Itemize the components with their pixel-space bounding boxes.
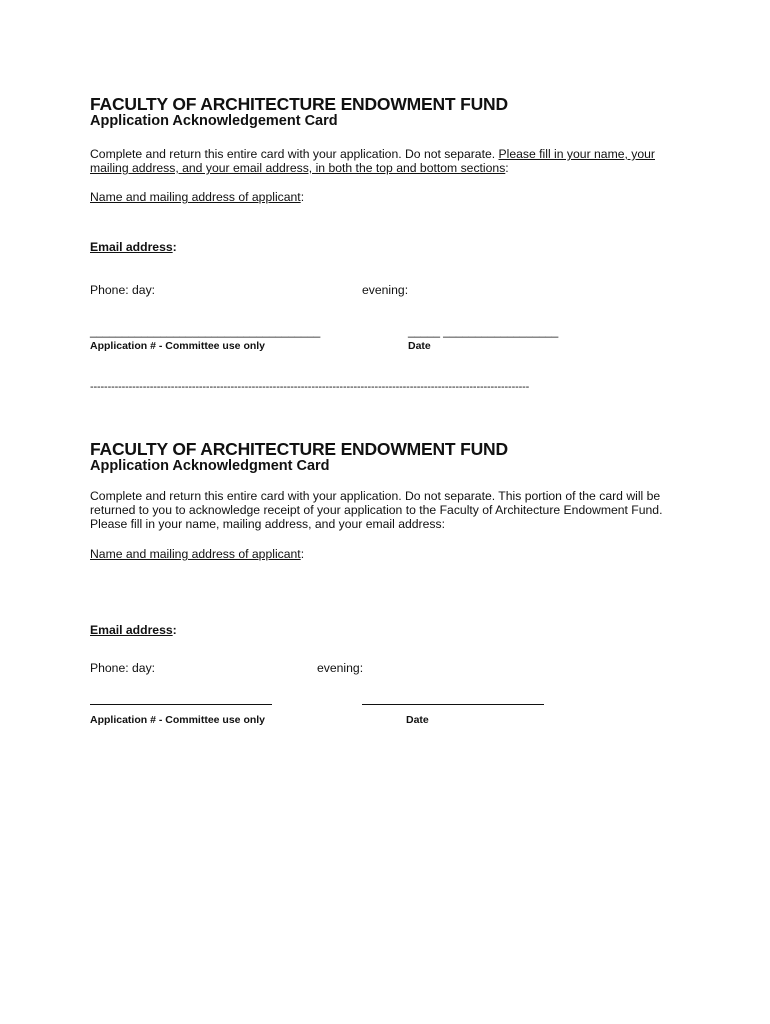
card2-name-label: Name and mailing address of applicant (90, 547, 301, 561)
card1-email-field[interactable] (90, 240, 177, 254)
card1-instruction-underlined: Please fill in your name, your mailing address, and your email address, in both the top and bottom sections (90, 147, 655, 175)
card1-phone-evening-label: evening: (362, 283, 409, 297)
card2-email-label: Email address (90, 623, 173, 637)
card1-date-label: Date (408, 340, 431, 352)
card1-name-field[interactable] (90, 190, 304, 204)
card2-phone-evening-label: evening: (317, 661, 364, 675)
card1-instruction-plain: Complete and return this entire card with your application. Do not separate. (90, 147, 499, 161)
card2-name-field[interactable] (90, 547, 304, 561)
card1-date-line: _____ __________________ (408, 326, 559, 338)
card1-application-label: Application # - Committee use only (90, 340, 266, 352)
card2-email-field[interactable] (90, 623, 177, 637)
card1-subtitle: Application Acknowledgement Card (90, 113, 338, 129)
card2-phone-day-label: Phone: day: (90, 661, 156, 675)
card1-phone-day-label: Phone: day: (90, 283, 156, 297)
card2-instructions: Complete and return this entire card with your application. Do not separate. This portion of the card will be returned to you to acknowledge receipt of your application to the Faculty of Architecture Endowment Fund. Please fill in your name, mailing address, and your email address: (90, 489, 663, 531)
card1-instructions (90, 147, 670, 175)
card2-email-colon: : (172, 623, 177, 637)
card1-name-label: Name and mailing address of applicant (90, 190, 301, 204)
card1-title: FACULTY OF ARCHITECTURE ENDOWMENT FUND (90, 94, 508, 114)
card1-email-colon: : (172, 240, 177, 254)
card2-date-label: Date (406, 714, 429, 726)
card1-name-colon: : (300, 190, 305, 204)
card2-application-signature-line[interactable] (90, 704, 272, 705)
card2-date-signature-line[interactable] (362, 704, 544, 705)
card2-application-label: Application # - Committee use only (90, 714, 266, 726)
card1-instruction-end: : (505, 161, 509, 175)
card2-title: FACULTY OF ARCHITECTURE ENDOWMENT FUND (90, 439, 508, 459)
card2-name-colon: : (300, 547, 305, 561)
card1-application-line: ____________________________________ (90, 326, 321, 338)
cut-line-separator: ----------------------------------------------------------------------------------------------------------------------------- (90, 381, 530, 393)
card2-subtitle: Application Acknowledgment Card (90, 458, 330, 474)
card1-email-label: Email address (90, 240, 173, 254)
